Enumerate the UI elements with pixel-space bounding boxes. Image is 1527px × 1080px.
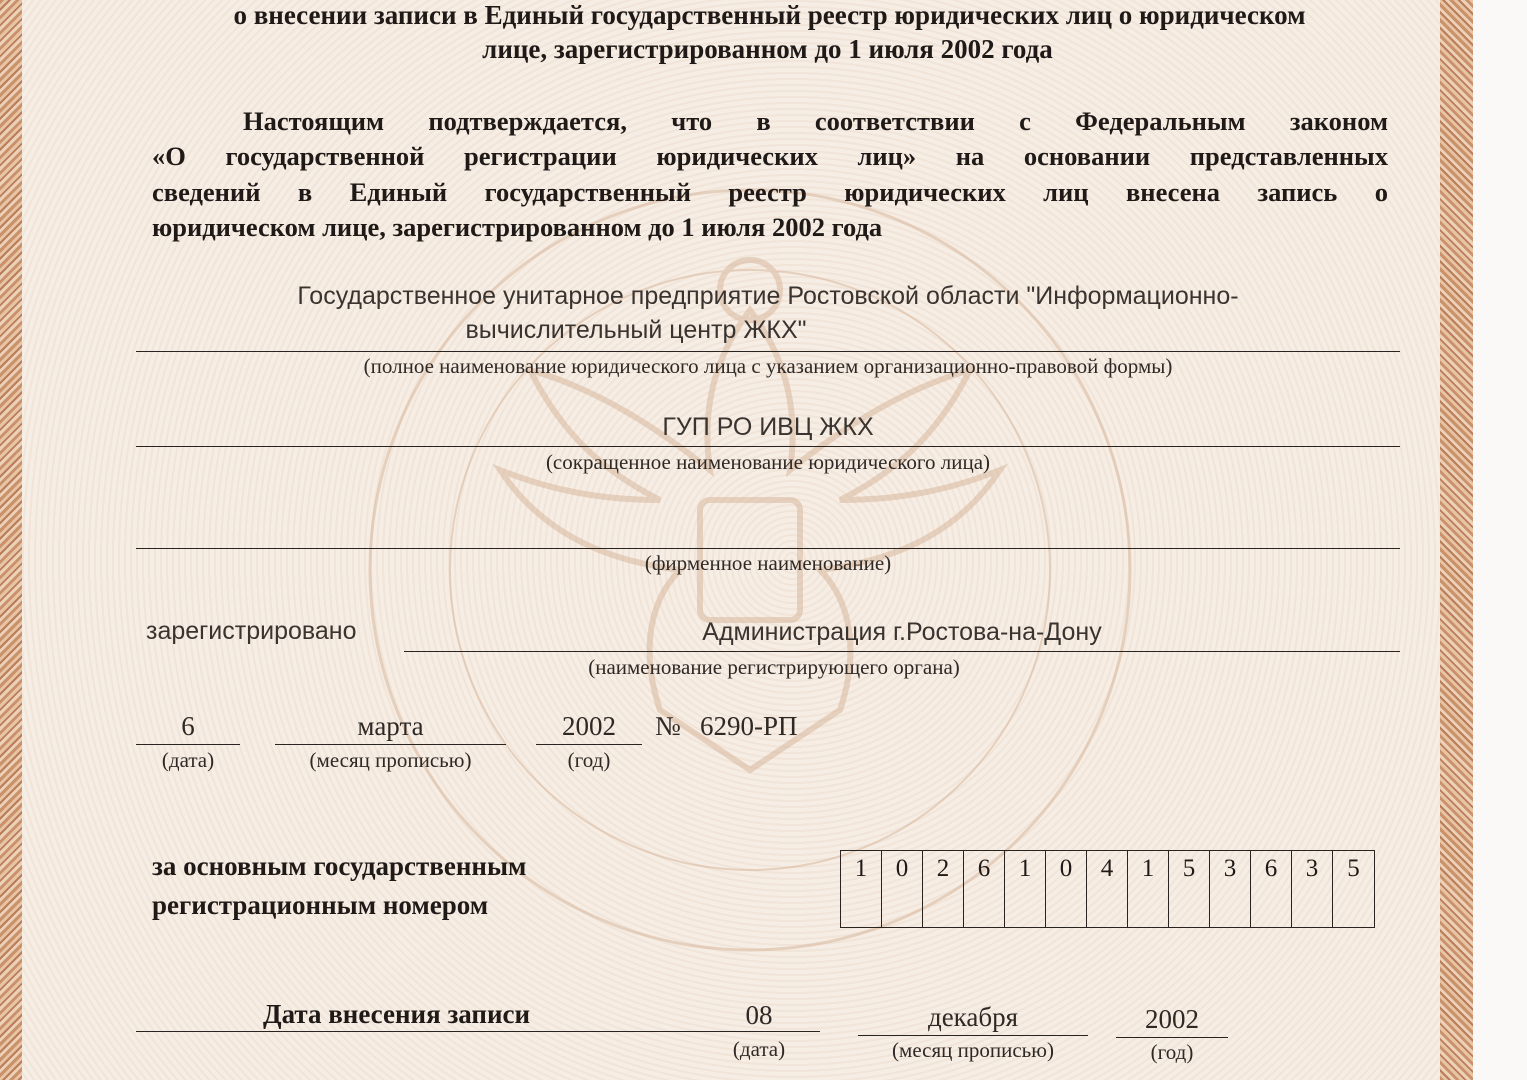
firm-name-caption: (фирменное наименование) xyxy=(644,551,892,575)
full-name-caption: (полное наименование юридического лица с указанием организационно-правовой формы) xyxy=(363,354,1173,378)
registration-number-sign: № xyxy=(655,711,681,741)
registration-month-caption: (месяц прописью) xyxy=(309,748,472,772)
registration-number: 6290-РП xyxy=(700,711,798,741)
intro-line-4: юридическом лице, зарегистрированном до 1 июля 2002 года xyxy=(152,212,883,242)
left-ornamental-border xyxy=(0,0,22,1080)
registration-month-underline xyxy=(275,744,506,745)
ogrn-digit: 3 xyxy=(1210,851,1251,927)
heading-line-2: лице, зарегистрированном до 1 июля 2002 года xyxy=(482,34,1053,64)
ogrn-digit: 5 xyxy=(1169,851,1210,927)
entry-date-label: Дата внесения записи xyxy=(263,999,531,1029)
registration-year-underline xyxy=(536,744,642,745)
entry-year-underline xyxy=(1116,1037,1228,1038)
ogrn-digit-grid xyxy=(840,850,1375,928)
ogrn-digit: 5 xyxy=(1347,855,1360,882)
intro-line-1: Настоящим подтверждается, что в соответствии с Федеральным законом xyxy=(243,106,1388,136)
ogrn-digit: 1 xyxy=(1005,851,1046,927)
ogrn-digit: 4 xyxy=(1087,851,1128,927)
ogrn-digit: 6 xyxy=(964,851,1005,927)
short-name-caption: (сокращенное наименование юридического лица) xyxy=(545,450,991,474)
registration-year-caption: (год) xyxy=(567,748,611,772)
firm-name-underline xyxy=(136,548,1400,549)
authority-underline xyxy=(404,651,1400,652)
registration-day: 6 xyxy=(181,711,195,741)
ogrn-digit: 0 xyxy=(882,851,923,927)
ogrn-label-line-2: регистрационным номером xyxy=(152,890,489,920)
ogrn-label-line-1: за основным государственным xyxy=(152,851,527,881)
ogrn-digit: 0 xyxy=(1046,851,1087,927)
entry-year-caption: (год) xyxy=(1150,1040,1194,1064)
registered-label: зарегистрировано xyxy=(146,617,357,645)
short-name-underline xyxy=(136,446,1400,447)
full-name-line-2: вычислительный центр ЖКХ" xyxy=(465,316,807,344)
ogrn-digit: 1 xyxy=(841,851,882,927)
entry-month: декабря xyxy=(927,1002,1019,1032)
entry-year: 2002 xyxy=(1145,1004,1199,1034)
registration-year: 2002 xyxy=(562,711,616,741)
intro-line-3: сведений в Единый государственный реестр юридических лиц внесена запись о xyxy=(152,177,1388,207)
entry-month-caption: (месяц прописью) xyxy=(892,1038,1054,1062)
scan-margin xyxy=(1473,0,1527,1080)
authority-caption: (наименование регистрирующего органа) xyxy=(588,655,960,679)
ogrn-digit: 3 xyxy=(1292,851,1333,927)
full-name-underline xyxy=(136,351,1400,352)
ogrn-digit: 1 xyxy=(1128,851,1169,927)
right-ornamental-border xyxy=(1440,0,1473,1080)
entry-day: 08 xyxy=(745,1000,773,1030)
heading-line-1: о внесении записи в Единый государственный реестр юридических лиц о юридическом xyxy=(233,0,1306,30)
registration-month: марта xyxy=(357,711,424,741)
ogrn-digit: 2 xyxy=(923,851,964,927)
registration-day-underline xyxy=(136,744,240,745)
ogrn-digit: 6 xyxy=(1251,851,1292,927)
short-name-value: ГУП РО ИВЦ ЖКХ xyxy=(662,413,874,441)
intro-line-2: «О государственной регистрации юридических лиц» на основании представленных xyxy=(152,141,1388,171)
registering-authority: Администрация г.Ростова-на-Дону xyxy=(702,618,1102,646)
registration-day-caption: (дата) xyxy=(161,748,215,772)
entry-date-label-underline xyxy=(136,1031,820,1032)
entry-day-caption: (дата) xyxy=(732,1037,786,1061)
full-name-line-1: Государственное унитарное предприятие Ростовской области "Информационно- xyxy=(297,282,1239,310)
entry-month-underline xyxy=(858,1035,1088,1036)
